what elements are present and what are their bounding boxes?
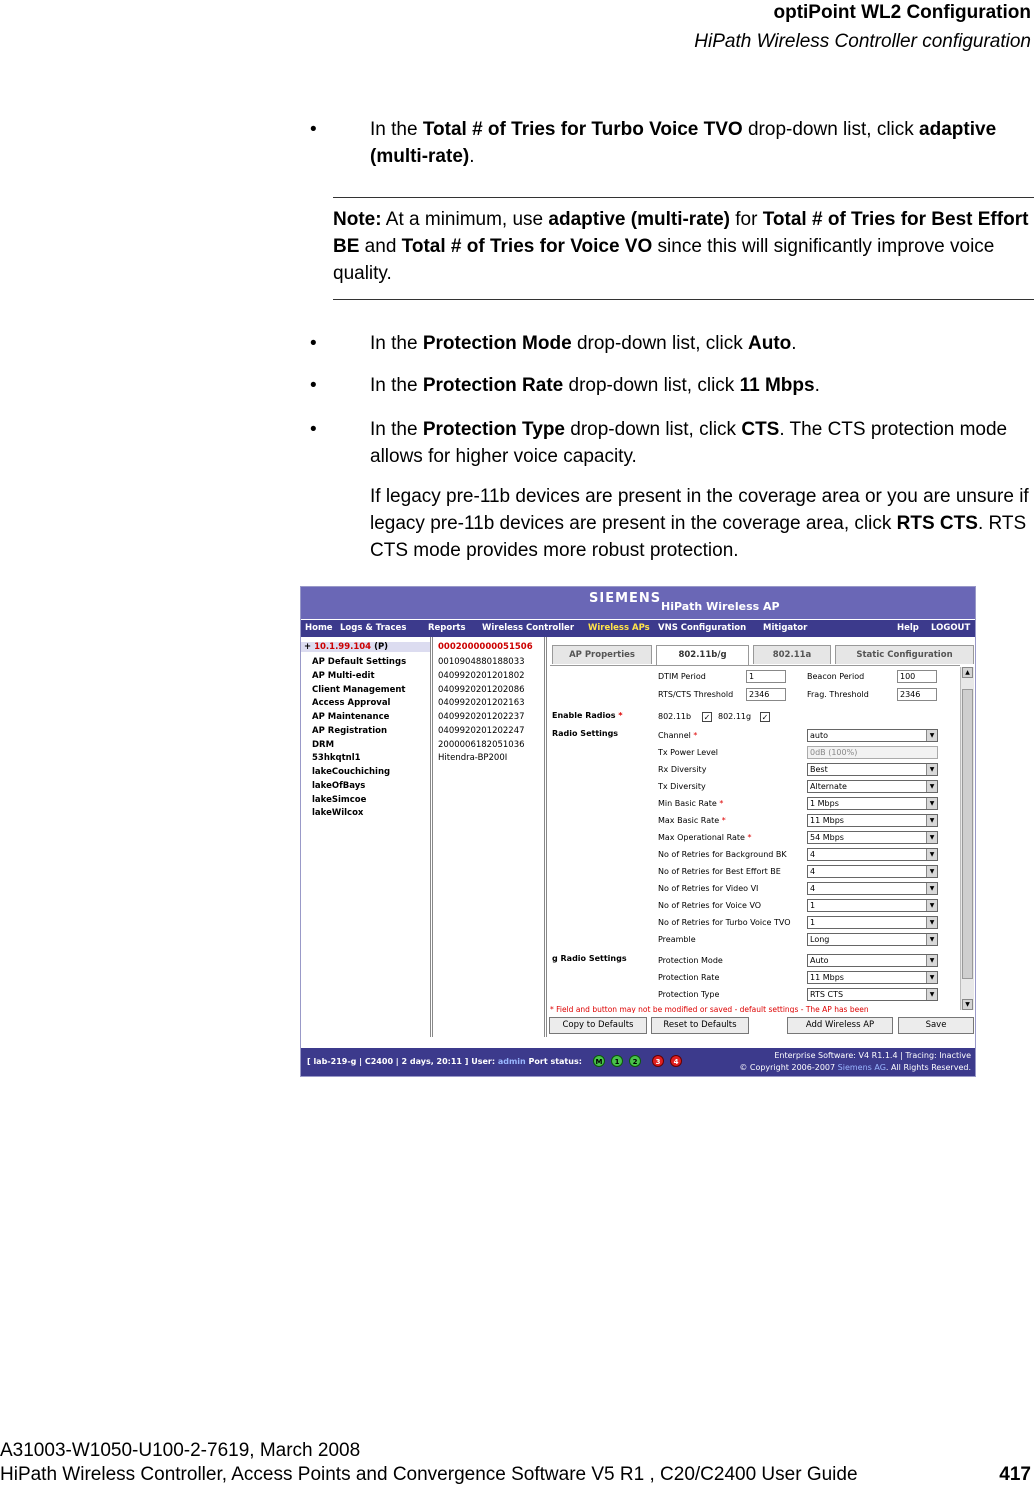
chevron-down-icon[interactable]: ▼	[926, 730, 937, 741]
scroll-thumb[interactable]	[962, 689, 973, 979]
setting-label	[658, 833, 751, 842]
note-bold: Total # of Tries for Voice VO	[401, 236, 653, 257]
dtim-input[interactable]: 1	[746, 670, 786, 683]
nav-vns-configuration[interactable]: VNS Configuration	[658, 623, 747, 633]
tree-item[interactable]: AP Default Settings	[312, 657, 407, 667]
serial-item[interactable]: Hitendra-BP200I	[438, 753, 508, 763]
tree-item[interactable]: AP Maintenance	[312, 712, 390, 722]
setting-select[interactable]	[807, 882, 938, 895]
tab-802-11a[interactable]: 802.11a	[753, 645, 831, 664]
status-left	[307, 1057, 582, 1066]
bullet-text: drop-down list, click	[565, 419, 742, 440]
port-3-icon: 3	[652, 1055, 664, 1067]
copyright-text: © Copyright 2006-2007	[739, 1063, 838, 1072]
tree-item[interactable]: 53hkqtnl1	[312, 753, 361, 763]
setting-label-text: No of Retries for Best Effort BE	[658, 867, 781, 876]
tree-item[interactable]: lakeOfBays	[312, 781, 366, 791]
setting-select[interactable]	[807, 988, 938, 1001]
frag-label: Frag. Threshold	[807, 690, 869, 699]
setting-value: 4	[810, 850, 816, 859]
setting-label-text: Channel	[658, 731, 691, 740]
setting-label-text: Protection Rate	[658, 973, 720, 982]
tree-item[interactable]: Client Management	[312, 685, 406, 695]
setting-label	[658, 748, 718, 757]
bullet-bold: adaptive (multi-rate)	[370, 119, 997, 167]
note-bold: adaptive (multi-rate)	[548, 209, 730, 230]
setting-label-text: Max Basic Rate	[658, 816, 720, 825]
setting-label	[658, 935, 696, 944]
chevron-down-icon[interactable]: ▼	[926, 934, 937, 945]
radio-g-label: 802.11g	[718, 712, 752, 721]
para-text: . RTS CTS mode provides more robust protection.	[370, 513, 1027, 561]
chevron-down-icon[interactable]: ▼	[926, 900, 937, 911]
nav-home[interactable]: Home	[305, 623, 333, 633]
setting-select[interactable]	[807, 865, 938, 878]
radio-b-checkbox[interactable]: ✓	[703, 713, 711, 722]
form-scrollbar[interactable]	[960, 667, 974, 1010]
setting-label-text: Rx Diversity	[658, 765, 707, 774]
required-mark: *	[618, 711, 623, 720]
setting-label	[658, 956, 723, 965]
bullet-mark: •	[310, 119, 317, 140]
note-box	[333, 197, 1034, 300]
setting-label	[658, 884, 758, 893]
nav-reports[interactable]: Reports	[428, 623, 466, 633]
port-2-icon: 2	[629, 1055, 641, 1067]
required-mark: *	[721, 816, 726, 825]
serial-item[interactable]: 0010904880188033	[438, 657, 525, 667]
app-banner	[301, 587, 975, 619]
copyright-link[interactable]: Siemens AG	[837, 1063, 886, 1072]
nav-wireless-aps[interactable]: Wireless APs	[588, 623, 650, 633]
chevron-down-icon[interactable]: ▼	[926, 832, 937, 843]
bullet-text: In the	[370, 419, 423, 440]
tree-item[interactable]: DRM	[312, 740, 335, 750]
header-title: optiPoint WL2 Configuration	[773, 2, 1031, 23]
serial-item[interactable]: 0409920201202247	[438, 726, 525, 736]
bullet-bold: Protection Mode	[422, 333, 572, 354]
bullet-text: In the	[370, 333, 423, 354]
chevron-down-icon[interactable]: ▼	[926, 815, 937, 826]
beacon-label: Beacon Period	[807, 672, 865, 681]
setting-label-text: No of Retries for Turbo Voice TVO	[658, 918, 791, 927]
setting-label-text: Protection Mode	[658, 956, 723, 965]
beacon-input[interactable]: 100	[897, 670, 937, 683]
serial-selected[interactable]: 0002000000051506	[438, 642, 533, 652]
setting-select[interactable]	[807, 933, 938, 946]
para-bold: RTS CTS	[896, 513, 978, 534]
setting-select[interactable]	[807, 729, 938, 742]
bullet-bold: 11 Mbps	[739, 375, 815, 396]
setting-value: Long	[810, 935, 830, 944]
dtim-label: DTIM Period	[658, 672, 706, 681]
rts-label: RTS/CTS Threshold	[658, 690, 734, 699]
form-legend: * Field and button may not be modified or saved - default settings - The AP has been	[550, 1005, 869, 1013]
nav-help[interactable]: Help	[897, 623, 919, 633]
bullet-bold: Protection Type	[422, 419, 565, 440]
port-1-icon: 1	[611, 1055, 623, 1067]
setting-label	[658, 816, 726, 825]
bullet-text: drop-down list, click	[571, 333, 749, 354]
product-name: HiPath Wireless AP	[661, 600, 780, 613]
serial-item[interactable]: 2000006182051036	[438, 740, 525, 750]
chevron-down-icon[interactable]: ▼	[926, 849, 937, 860]
setting-label	[658, 731, 697, 740]
bullet-text: drop-down list, click	[563, 375, 740, 396]
radio-g-checkbox[interactable]: ✓	[761, 713, 769, 722]
tree-item[interactable]: AP Multi-edit	[312, 671, 375, 681]
setting-label-text: Tx Power Level	[658, 748, 719, 757]
setting-label	[658, 973, 719, 982]
nav-bar	[301, 620, 975, 637]
status-system: [ lab-219-g | C2400 | 2 days, 20:11 ] User:	[307, 1057, 498, 1066]
setting-select[interactable]	[807, 780, 938, 793]
serial-item[interactable]: 0409920201201802	[438, 671, 525, 681]
setting-label-text: Max Operational Rate	[658, 833, 745, 842]
setting-select[interactable]	[807, 899, 938, 912]
chevron-down-icon[interactable]: ▼	[926, 798, 937, 809]
frag-input[interactable]: 2346	[897, 688, 937, 701]
doc-id: A31003-W1050-U100-2-7619, March 2008	[0, 1440, 361, 1461]
setting-select[interactable]	[807, 916, 938, 929]
setting-label	[658, 918, 791, 927]
nav-logout[interactable]: LOGOUT	[931, 623, 971, 633]
ap-serial-list	[433, 637, 547, 1037]
setting-select[interactable]	[807, 831, 938, 844]
tree-expand: +	[304, 642, 315, 652]
tree-item[interactable]: lakeWilcox	[312, 808, 364, 818]
page-number: 417	[999, 1464, 1031, 1485]
bullet-bold: CTS	[741, 419, 780, 440]
setting-value: 11 Mbps	[810, 973, 844, 982]
bullet-text: .	[469, 146, 475, 167]
note-text: and	[359, 236, 402, 257]
serial-item[interactable]: 0409920201202237	[438, 712, 525, 722]
scroll-up-icon[interactable]: ▲	[962, 667, 973, 678]
chevron-down-icon[interactable]: ▼	[926, 917, 937, 928]
setting-label	[658, 867, 781, 876]
add-wireless-ap-button[interactable]: Add Wireless AP	[787, 1017, 893, 1034]
save-button[interactable]: Save	[898, 1017, 974, 1034]
status-bar	[301, 1048, 975, 1076]
serial-item[interactable]: 0409920201202086	[438, 685, 525, 695]
bullet-text: .	[791, 333, 797, 354]
setting-select	[807, 746, 938, 759]
tree-item[interactable]: AP Registration	[312, 726, 387, 736]
copyright	[739, 1063, 971, 1072]
guide-title: HiPath Wireless Controller, Access Points and Convergence Software V5 R1 , C20/C2400 User Guide	[0, 1464, 858, 1485]
nav-wireless-controller[interactable]: Wireless Controller	[482, 623, 575, 633]
setting-label	[658, 799, 723, 808]
copy-to-defaults-button[interactable]: Copy to Defaults	[549, 1017, 647, 1034]
software-version: Enterprise Software: V4 R1.1.4 | Tracing: Inactive	[774, 1051, 971, 1060]
setting-label	[658, 765, 706, 774]
tree-item[interactable]: Access Approval	[312, 698, 391, 708]
setting-value: 4	[810, 884, 816, 893]
setting-value: RTS CTS	[810, 990, 844, 999]
reset-to-defaults-button[interactable]: Reset to Defaults	[651, 1017, 749, 1034]
required-mark: *	[693, 731, 698, 740]
tab-static-configuration[interactable]: Static Configuration	[835, 645, 974, 664]
note-text: for	[730, 209, 763, 230]
enable-radios-label	[552, 711, 623, 720]
setting-select[interactable]	[807, 954, 938, 967]
setting-value: 11 Mbps	[810, 816, 844, 825]
ap-tree	[301, 637, 433, 1037]
setting-value: auto	[810, 731, 829, 740]
tree-item[interactable]: lakeSimcoe	[312, 795, 367, 805]
setting-label	[658, 782, 706, 791]
setting-label	[658, 990, 719, 999]
note-label: Note:	[333, 209, 382, 230]
setting-label	[658, 901, 761, 910]
chevron-down-icon[interactable]: ▼	[926, 866, 937, 877]
tree-ap-mode: (P)	[371, 642, 389, 652]
setting-value: 1 Mbps	[810, 799, 839, 808]
bullet-mark: •	[310, 375, 317, 396]
bullet-text: .	[814, 375, 820, 396]
setting-value: 4	[810, 867, 816, 876]
tree-selected-ap[interactable]	[301, 642, 430, 652]
setting-label-text: Tx Diversity	[658, 782, 706, 791]
radio-settings-label: Radio Settings	[552, 729, 619, 738]
required-mark: *	[719, 799, 724, 808]
setting-value: Best	[810, 765, 828, 774]
setting-value: 0dB (100%)	[810, 748, 858, 757]
note-bold: Total # of Tries for Best Effort BE	[333, 209, 1029, 257]
bullet-text: In the	[370, 375, 423, 396]
port-m-icon: M	[593, 1055, 605, 1067]
setting-value: 1	[810, 918, 816, 927]
chevron-down-icon[interactable]: ▼	[926, 883, 937, 894]
chevron-down-icon[interactable]: ▼	[926, 972, 937, 983]
bullet-text: . The CTS protection mode allows for higher voice capacity.	[370, 419, 1008, 467]
setting-value: 1	[810, 901, 816, 910]
setting-label-text: No of Retries for Video VI	[658, 884, 759, 893]
bullet-text: drop-down list, click	[742, 119, 920, 140]
setting-label-text: Protection Type	[658, 990, 720, 999]
chevron-down-icon[interactable]: ▼	[926, 781, 937, 792]
status-port-label: Port status:	[525, 1057, 582, 1066]
note-text: At a minimum, use	[381, 209, 549, 230]
tree-item[interactable]: lakeCouchiching	[312, 767, 391, 777]
setting-select[interactable]	[807, 971, 938, 984]
setting-select[interactable]	[807, 814, 938, 827]
radio-b-label: 802.11b	[658, 712, 692, 721]
setting-label-text: No of Retries for Voice VO	[658, 901, 762, 910]
tab-bar	[550, 645, 976, 665]
setting-select[interactable]	[807, 848, 938, 861]
bullet-bold: Total # of Tries for Turbo Voice TVO	[422, 119, 743, 140]
copyright-text: . All Rights Reserved.	[885, 1063, 971, 1072]
chevron-down-icon[interactable]: ▼	[926, 764, 937, 775]
port-4-icon: 4	[670, 1055, 682, 1067]
bullet-text: In the	[370, 119, 423, 140]
bullet-bold: Protection Rate	[422, 375, 564, 396]
header-subtitle: HiPath Wireless Controller configuration	[694, 31, 1031, 52]
status-user: admin	[497, 1057, 526, 1066]
g-radio-settings-label: g Radio Settings	[552, 954, 627, 963]
tab-802-11bg[interactable]: 802.11b/g	[656, 645, 749, 665]
setting-value: Auto	[810, 956, 829, 965]
app-screenshot	[300, 586, 976, 1077]
brand-logo: SIEMENS	[589, 591, 662, 606]
setting-label-text: No of Retries for Background BK	[658, 850, 787, 859]
enable-radios-text: Enable Radios	[552, 711, 616, 720]
setting-label-text: Preamble	[658, 935, 696, 944]
nav-logs-traces[interactable]: Logs & Traces	[340, 623, 407, 633]
chevron-down-icon[interactable]: ▼	[926, 989, 937, 1000]
required-mark: *	[747, 833, 752, 842]
scroll-down-icon[interactable]: ▼	[962, 999, 973, 1010]
setting-label	[658, 850, 787, 859]
radio-form	[550, 665, 960, 1005]
chevron-down-icon[interactable]: ▼	[926, 955, 937, 966]
bullet-mark: •	[310, 419, 317, 440]
setting-value: 54 Mbps	[810, 833, 844, 842]
note-text: since this will significantly improve voice quality.	[333, 236, 995, 284]
setting-select[interactable]	[807, 797, 938, 810]
nav-mitigator[interactable]: Mitigator	[763, 623, 808, 633]
setting-label-text: Min Basic Rate	[658, 799, 717, 808]
setting-value: Alternate	[810, 782, 847, 791]
rts-input[interactable]: 2346	[746, 688, 786, 701]
bullet-bold: Auto	[748, 333, 792, 354]
tab-ap-properties[interactable]: AP Properties	[552, 645, 652, 664]
tree-ap-ip: 10.1.99.104	[314, 642, 372, 652]
bullet-mark: •	[310, 333, 317, 354]
setting-select[interactable]	[807, 763, 938, 776]
serial-item[interactable]: 0409920201202163	[438, 698, 525, 708]
para-text: If legacy pre-11b devices are present in the coverage area or you are unsure if legacy pre-11b devices are present in the coverage area, click	[370, 486, 1029, 534]
